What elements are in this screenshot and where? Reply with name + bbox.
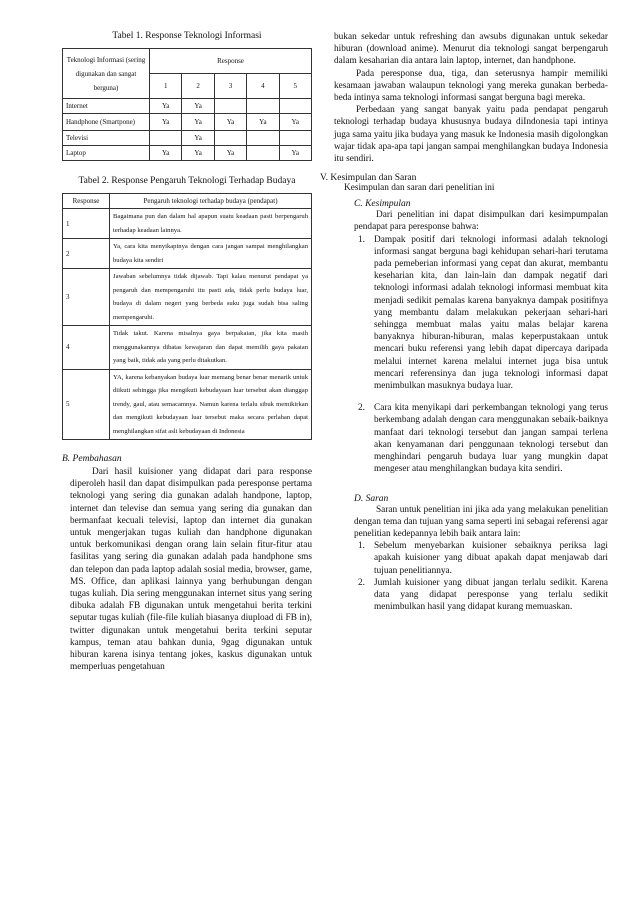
- table1-cell: [247, 99, 279, 114]
- table1-cell: Ya: [150, 114, 182, 131]
- table1-cell: [247, 146, 279, 161]
- table1-cell: [279, 131, 311, 146]
- subsection-heading-saran: D. Saran: [354, 493, 389, 504]
- list-item-text: Cara kita menyikapi dari perkembangan teknologi yang terus berkembang adalah dengan cara menggunakan sebaik-baiknya manfaat dari teknologi tersebut dan jangan sampai terlena akan kenyamanan dari penggunaan teknologi tersebut dan menghindari pengaruh budaya luar yang mungkin dapat mengeser atau menghilangkan budaya kita sendiri.: [374, 403, 608, 475]
- table-row: [63, 114, 312, 131]
- table-row: [63, 146, 312, 161]
- table1-cell: Ya: [182, 146, 214, 161]
- table-row: [63, 209, 312, 239]
- list-number: 2.: [358, 577, 365, 588]
- paragraph-kesimpulan-intro: Dari penelitian ini dapat disimpulkan dari kesimpumpalan pendapat para peresponse bahwa:: [354, 210, 608, 233]
- subsection-heading-kesimpulan: C. Kesimpulan: [354, 199, 411, 210]
- list-item: [358, 540, 608, 577]
- table2-header-response: Response: [63, 194, 110, 209]
- table1-cell: [150, 131, 182, 146]
- table1-cell: [214, 131, 246, 146]
- table1-cell: Ya: [182, 114, 214, 131]
- table-row: [63, 239, 312, 269]
- paragraph-saran-intro: Saran untuk penelitian ini jika ada yang melakukan penelitian dengan tema dan tujuan yang sama seperti ini sebagai referensi agar penelitian kedepannya lebih baik antara lain:: [354, 504, 608, 539]
- table-row: [63, 269, 312, 326]
- kesimpulan-list: [358, 234, 608, 476]
- table1-cell: [214, 99, 246, 114]
- list-item: [358, 234, 608, 393]
- section-heading-kesimpulan-saran: V. Kesimpulan dan Saran: [320, 173, 417, 184]
- section-heading-pembahasan: B. Pembahasan: [62, 454, 122, 464]
- right-column: [320, 32, 608, 613]
- list-item-text: Jumlah kuisioner yang dibuat jangan terlalu sedikit. Karena data yang didapat peresponse yang terlalu sedikit menimbulkan hasil yang didapat kurang memuaskan.: [374, 577, 608, 613]
- table1-header-num: 2: [182, 74, 214, 99]
- paragraph-pembahasan: Dari hasil kuisioner yang didapat dari para response diperoleh hasil dan dapat disimpulkan pada peresponse pertama teknologi yang sering dia gunakan adalah handpone, laptop, internet dan televise dan semua yang sering dia gunakan dan bermanfaat kecuali televisi, laptop dan internet dia gunakan untuk mengerjakan tugas kuliah dan handphone digunakan untuk berkomunikasi dengan orang lain selain fitur-fitur atau fasilitas yang sering dia gunakan adalah pada handphone sms dan telepon dan pada laptop adalah sosial media, browser, game, MS. Office, dan aplikasi lainnya yang berhubungan dengan tugas kuliah. Dia sering menggunakan internet situs yang sering dibuka adalah FB digunakan untuk mengetahui berita terkini seputar tugas kuliah (file-file kuliah biasanya diupload di FB in), twitter digunakan untuk mengetahui berita terkini seputar kampus, teman atau bahkan dunia, 9gag digunakan untuk hiburan karena isinya tentang jokes, kaskus digunakan untuk memperluas pengetahuan: [70, 467, 312, 673]
- table2-row-num: 4: [63, 326, 110, 370]
- table1-row-label: Laptop: [63, 146, 150, 161]
- list-item: [358, 577, 608, 614]
- table1-cell: [247, 131, 279, 146]
- table1-header-group: Response: [150, 49, 312, 74]
- table2-row-num: 5: [63, 369, 110, 440]
- list-number: 1.: [358, 541, 365, 552]
- table-response-teknologi: [62, 48, 312, 161]
- table1-row-label: Televisi: [63, 131, 150, 146]
- table2-caption: Tabel 2. Response Pengaruh Teknologi Terhadap Budaya: [78, 176, 296, 186]
- table1-cell: Ya: [247, 114, 279, 131]
- table2-row-text: Tidak takut. Karena misalnya gaya berpakaian, jika kita masih menggunakannya dibatas kewajaran dan dapat memilih gaya pakaian yang baik, tidak ada yang perlu ditakutkan.: [110, 326, 312, 370]
- table1-header-num: 1: [150, 74, 182, 99]
- table-row: [63, 131, 312, 146]
- table2-row-num: 1: [63, 209, 110, 239]
- table1-cell: Ya: [150, 146, 182, 161]
- table1-row-label: Internet: [63, 99, 150, 114]
- table1-cell: Ya: [182, 99, 214, 114]
- table2-row-num: 2: [63, 239, 110, 269]
- table2-row-num: 3: [63, 269, 110, 326]
- paragraph-pembahasan-continued: bukan sekedar untuk refreshing dan awsubs digunakan untuk sekedar hiburan (download anime). Menurut dia teknologi sangat berpengaruh dalam kesaharian dia antara lain laptop, internet, dan handphone.: [334, 32, 608, 67]
- table-row: [63, 326, 312, 370]
- table1-cell: [279, 99, 311, 114]
- table2-row-text: Bagaimana pun dan dalam hal apapun suatu keadaan pasti berpengaruh terhadap keadaan lainnya.: [110, 209, 312, 239]
- table1-cell: Ya: [150, 99, 182, 114]
- list-item-text: Sebelum menyebarkan kuisioner sebaiknya periksa lagi apakah kuisioner yang dibuat apakah dapat menjawab dari tujuan penelitiannya.: [374, 541, 608, 576]
- table1-header-col1: Teknologi Informasi (sering digunakan dan sangat berguna): [63, 49, 150, 99]
- table1-cell: Ya: [214, 114, 246, 131]
- table2-row-text: Ya, cara kita menyikapinya dengan cara jangan sampai menghilangkan budaya kita sendiri: [110, 239, 312, 269]
- section-subtitle: Kesimpulan dan saran dari penelitian ini: [344, 183, 495, 194]
- table2-row-text: Jawaban sebelumnya tidak dijawab. Tapi kalau menurut pendapat ya pengaruh dan mempengaruhi itu pasti ada, tidak perlu budaya luar, budaya di dalam negeri yang berbeda suku juga sudah bisa saling mempengaruhi.: [110, 269, 312, 326]
- table1-row-label: Handphone (Smartpone): [63, 114, 150, 131]
- paragraph-pembahasan-2: Pada peresponse dua, tiga, dan seterusnya hampir memiliki kesamaan jawaban walaupun teknologi yang mereka gunakan berbeda-beda intinya sama teknologi informasi sangat berguna bagi mereka.: [334, 68, 608, 104]
- table2-row-text: YA, karena kebanyakan budaya luar memang benar benar menarik untuk diikuti sehingga jika mengikuti kebudayaan luar tersebut akan dianggap trendy, gaul, atau semacamnya. Namun karena terlalu sibuk memikirkan dan mengikuti kebudayaan luar tersebut maka secara perlahan dapat menghilangkan sifat asli kebudayaan di Indonesia: [110, 369, 312, 440]
- table2-header-text: Pengaruh teknologi terhadap budaya (pendapat): [110, 194, 312, 209]
- table-pengaruh-budaya: [62, 193, 312, 440]
- paragraph-pembahasan-3: Perbedaan yang sangat banyak yaitu pada pendapat pengaruh teknologi terhadap budaya khususnya budaya diIndonesia tapi intinya juga sama yaitu jika budaya yang masuk ke Indonesia masih digolongkan wajar tidak apa-apa tapi jangan sampai menghilangkan budaya Indonesia itu sendiri.: [334, 105, 608, 165]
- table1-header-num: 5: [279, 74, 311, 99]
- table1-header-num: 4: [247, 74, 279, 99]
- table-row: [63, 369, 312, 440]
- list-number: 2.: [358, 403, 365, 414]
- table1-cell: Ya: [214, 146, 246, 161]
- table1-header-num: 3: [214, 74, 246, 99]
- table1-cell: Ya: [182, 131, 214, 146]
- table1-cell: Ya: [279, 146, 311, 161]
- table1-cell: Ya: [279, 114, 311, 131]
- list-item: [358, 402, 608, 475]
- left-column: [62, 30, 312, 673]
- table1-caption: Tabel 1. Response Teknologi Informasi: [112, 31, 262, 41]
- list-item-text: Dampak positif dari teknologi informasi adalah teknologi informasi sangat berguna bagi kehidupan sehari-hari terutama pada pemeberian informasi yang cepat dan akurat, membantu keseharian kita, dan lain-lain dan dampak negatif dari teknologi informasi adalah teknologi informasi membuat kita menjadi sedikit pemalas karena banyaknya dampak positifnya yang membantu dalam melakukan pekerjaan sehari-hari sehingga membuat malas yaitu malas belajar karena banyaknya hiburan-hiburan, malas keperpustakaan untuk mencari buku referensi yang lebih dapat dipercaya daripada melalui internet karena melalui internet juga bisa untuk mencari referensinya dan juga teknologi informasi dapat menimbulkan masuknya budaya luar.: [374, 234, 608, 392]
- saran-list: [358, 540, 608, 613]
- table-row: [63, 99, 312, 114]
- list-number: 1.: [358, 234, 365, 245]
